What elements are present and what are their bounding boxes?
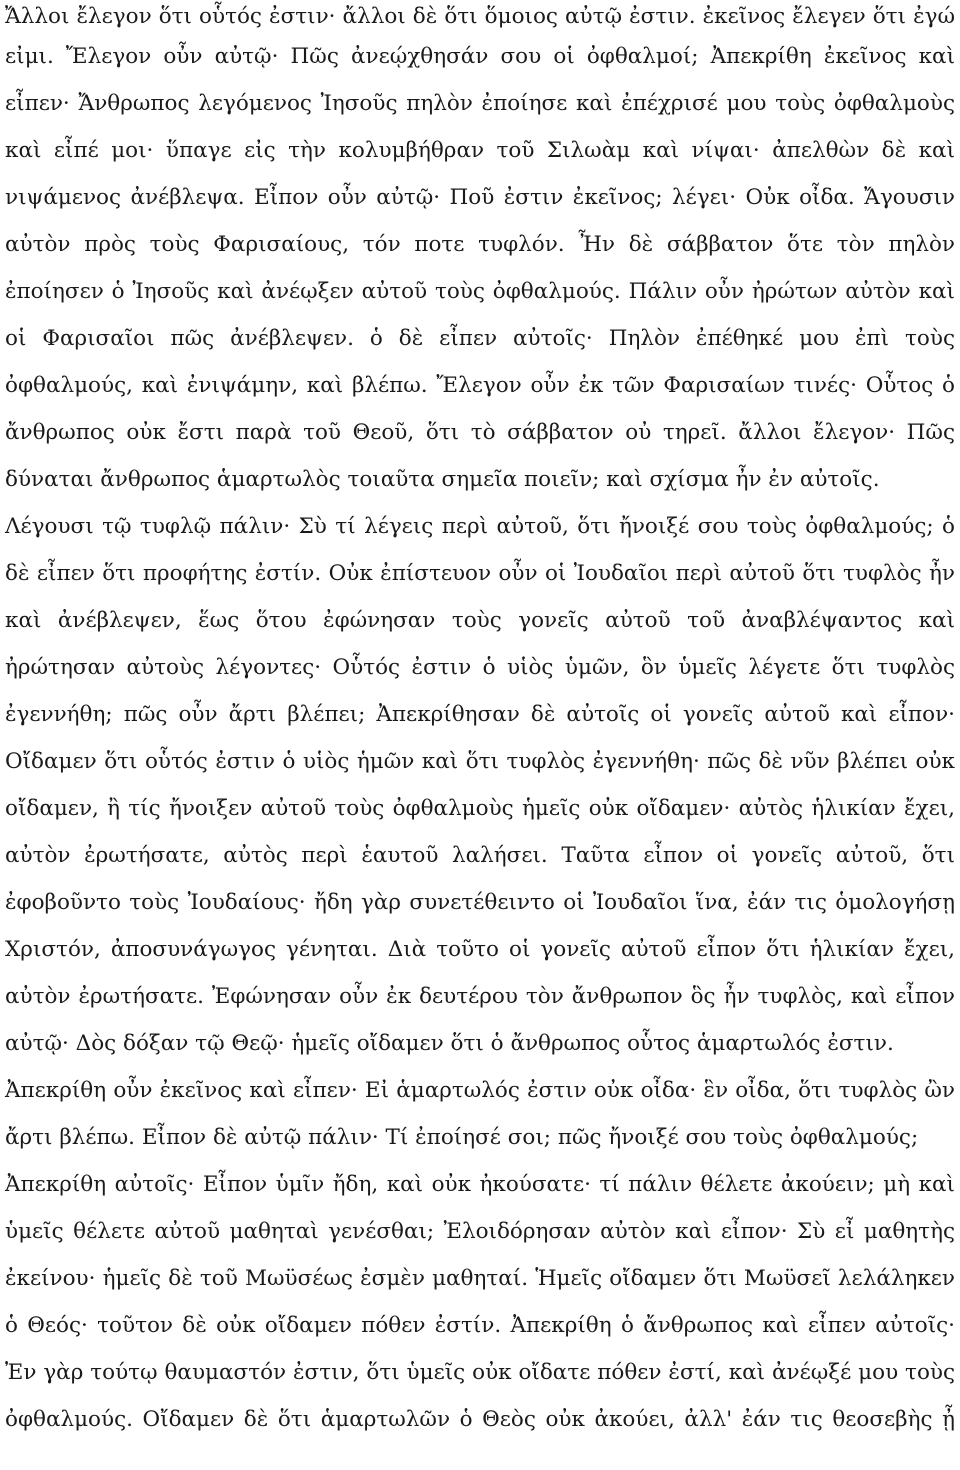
text-line: ἠρώτησαν αὐτοὺς λέγοντες· Οὗτός ἐστιν ὁ υἱὸς ὑμῶν, ὃν ὑμεῖς λέγετε ὅτι τυφλὸς (5, 655, 955, 680)
text-line: Ἐν γὰρ τούτῳ θαυμαστόν ἐστιν, ὅτι ὑμεῖς οὐκ οἴδατε πόθεν ἐστί, καὶ ἀνέῳξέ μου τοὺς (5, 1360, 955, 1385)
text-line: εἰμι. Ἔλεγον οὖν αὐτῷ· Πῶς ἀνεῴχθησάν σου οἱ ὀφθαλμοί; Ἀπεκρίθη ἐκεῖνος καὶ (5, 44, 955, 69)
text-line: ἐγεννήθη; πῶς οὖν ἄρτι βλέπει; Ἀπεκρίθησαν δὲ αὐτοῖς οἱ γονεῖς αὐτοῦ καὶ εἶπον· (5, 702, 955, 727)
text-line: καὶ ἀνέβλεψεν, ἕως ὅτου ἐφώνησαν τοὺς γονεῖς αὐτοῦ τοῦ ἀναβλέψαντος καὶ (5, 608, 955, 633)
text-line: ὀφθαλμούς, καὶ ἐνιψάμην, καὶ βλέπω. Ἔλεγον οὖν ἐκ τῶν Φαρισαίων τινές· Οὗτος ὁ (5, 373, 955, 398)
text-line: δὲ εἶπεν ὅτι προφήτης ἐστίν. Οὐκ ἐπίστευον οὖν οἱ Ἰουδαῖοι περὶ αὐτοῦ ὅτι τυφλὸς ἦν (5, 561, 955, 586)
text-line: Χριστόν, ἀποσυνάγωγος γένηται. Διὰ τοῦτο οἱ γονεῖς αὐτοῦ εἶπον ὅτι ἡλικίαν ἔχει, (5, 937, 955, 962)
text-line: Οἴδαμεν ὅτι οὗτός ἐστιν ὁ υἱὸς ἡμῶν καὶ ὅτι τυφλὸς ἐγεννήθη· πῶς δὲ νῦν βλέπει οὐκ (5, 749, 955, 774)
text-line: ἄρτι βλέπω. Εἶπον δὲ αὐτῷ πάλιν· Τί ἐποίησέ σοι; πῶς ἤνοιξέ σου τοὺς ὀφθαλμούς; (5, 1125, 919, 1150)
text-line: αὐτὸν πρὸς τοὺς Φαρισαίους, τόν ποτε τυφλόν. Ἦν δὲ σάββατον ὅτε τὸν πηλὸν (5, 232, 955, 257)
text-line: αὐτῷ· Δὸς δόξαν τῷ Θεῷ· ἡμεῖς οἴδαμεν ὅτι ὁ ἄνθρωπος οὗτος ἁμαρτωλός ἐστιν. (5, 1031, 894, 1056)
text-line: νιψάμενος ἀνέβλεψα. Εἶπον οὖν αὐτῷ· Ποῦ ἐστιν ἐκεῖνος; λέγει· Οὐκ οἶδα. Ἄγουσιν (5, 185, 955, 210)
text-line: εἶπεν· Ἄνθρωπος λεγόμενος Ἰησοῦς πηλὸν ἐποίησε καὶ ἐπέχρισέ μου τοὺς ὀφθαλμοὺς (5, 91, 955, 116)
text-line: καὶ εἶπέ μοι· ὕπαγε εἰς τὴν κολυμβήθραν τοῦ Σιλωὰμ καὶ νίψαι· ἀπελθὼν δὲ καὶ (5, 138, 955, 163)
text-line: Ἀπεκρίθη αὐτοῖς· Εἶπον ὑμῖν ἤδη, καὶ οὐκ ἠκούσατε· τί πάλιν θέλετε ἀκούειν; μὴ καὶ (5, 1172, 955, 1197)
text-line: Λέγουσι τῷ τυφλῷ πάλιν· Σὺ τί λέγεις περὶ αὐτοῦ, ὅτι ἤνοιξέ σου τοὺς ὀφθαλμούς; ὁ (5, 514, 955, 539)
text-line: αὐτὸν ἐρωτήσατε. Ἐφώνησαν οὖν ἐκ δευτέρου τὸν ἄνθρωπον ὃς ἦν τυφλὸς, καὶ εἶπον (5, 984, 955, 1009)
text-line: ὀφθαλμούς. Οἴδαμεν δὲ ὅτι ἁμαρτωλῶν ὁ Θεὸς οὐκ ἀκούει, ἀλλ' ἐάν τις θεοσεβὴς ᾖ (5, 1407, 955, 1432)
text-line: ἐφοβοῦντο τοὺς Ἰουδαίους· ἤδη γὰρ συνετέθειντο οἱ Ἰουδαῖοι ἵνα, ἐάν τις ὁμολογήσῃ (5, 890, 955, 915)
text-line: ἐκείνου· ἡμεῖς δὲ τοῦ Μωϋσέως ἐσμὲν μαθηταί. Ἡμεῖς οἴδαμεν ὅτι Μωϋσεῖ λελάληκεν (5, 1266, 955, 1291)
text-line: δύναται ἄνθρωπος ἁμαρτωλὸς τοιαῦτα σημεῖα ποιεῖν; καὶ σχίσμα ἦν ἐν αὐτοῖς. (5, 467, 880, 492)
text-line: οἴδαμεν, ἢ τίς ἤνοιξεν αὐτοῦ τοὺς ὀφθαλμοὺς ἡμεῖς οὐκ οἴδαμεν· αὐτὸς ἡλικίαν ἔχει, (5, 796, 955, 821)
text-line: Ἄλλοι ἔλεγον ὅτι οὗτός ἐστιν· ἄλλοι δὲ ὅτι ὅμοιος αὐτῷ ἐστιν. ἐκεῖνος ἔλεγεν ὅτι ἐγώ (5, 4, 955, 29)
text-line: ἄνθρωπος οὐκ ἔστι παρὰ τοῦ Θεοῦ, ὅτι τὸ σάββατον οὐ τηρεῖ. ἄλλοι ἔλεγον· Πῶς (5, 420, 955, 445)
text-line: ὁ Θεός· τοῦτον δὲ οὐκ οἴδαμεν πόθεν ἐστίν. Ἀπεκρίθη ὁ ἄνθρωπος καὶ εἶπεν αὐτοῖς· (5, 1313, 955, 1338)
text-line: οἱ Φαρισαῖοι πῶς ἀνέβλεψεν. ὁ δὲ εἶπεν αὐτοῖς· Πηλὸν ἐπέθηκέ μου ἐπὶ τοὺς (5, 326, 955, 351)
text-line: ἐποίησεν ὁ Ἰησοῦς καὶ ἀνέῳξεν αὐτοῦ τοὺς ὀφθαλμούς. Πάλιν οὖν ἠρώτων αὐτὸν καὶ (5, 279, 955, 304)
text-line: ὑμεῖς θέλετε αὐτοῦ μαθηταὶ γενέσθαι; Ἐλοιδόρησαν αὐτὸν καὶ εἶπον· Σὺ εἶ μαθητὴς (5, 1219, 955, 1244)
text-line: αὐτὸν ἐρωτήσατε, αὐτὸς περὶ ἑαυτοῦ λαλήσει. Ταῦτα εἶπον οἱ γονεῖς αὐτοῦ, ὅτι (5, 843, 955, 868)
text-line: Ἀπεκρίθη οὖν ἐκεῖνος καὶ εἶπεν· Εἰ ἁμαρτωλός ἐστιν οὐκ οἶδα· ἓν οἶδα, ὅτι τυφλὸς ὢν (5, 1078, 955, 1103)
